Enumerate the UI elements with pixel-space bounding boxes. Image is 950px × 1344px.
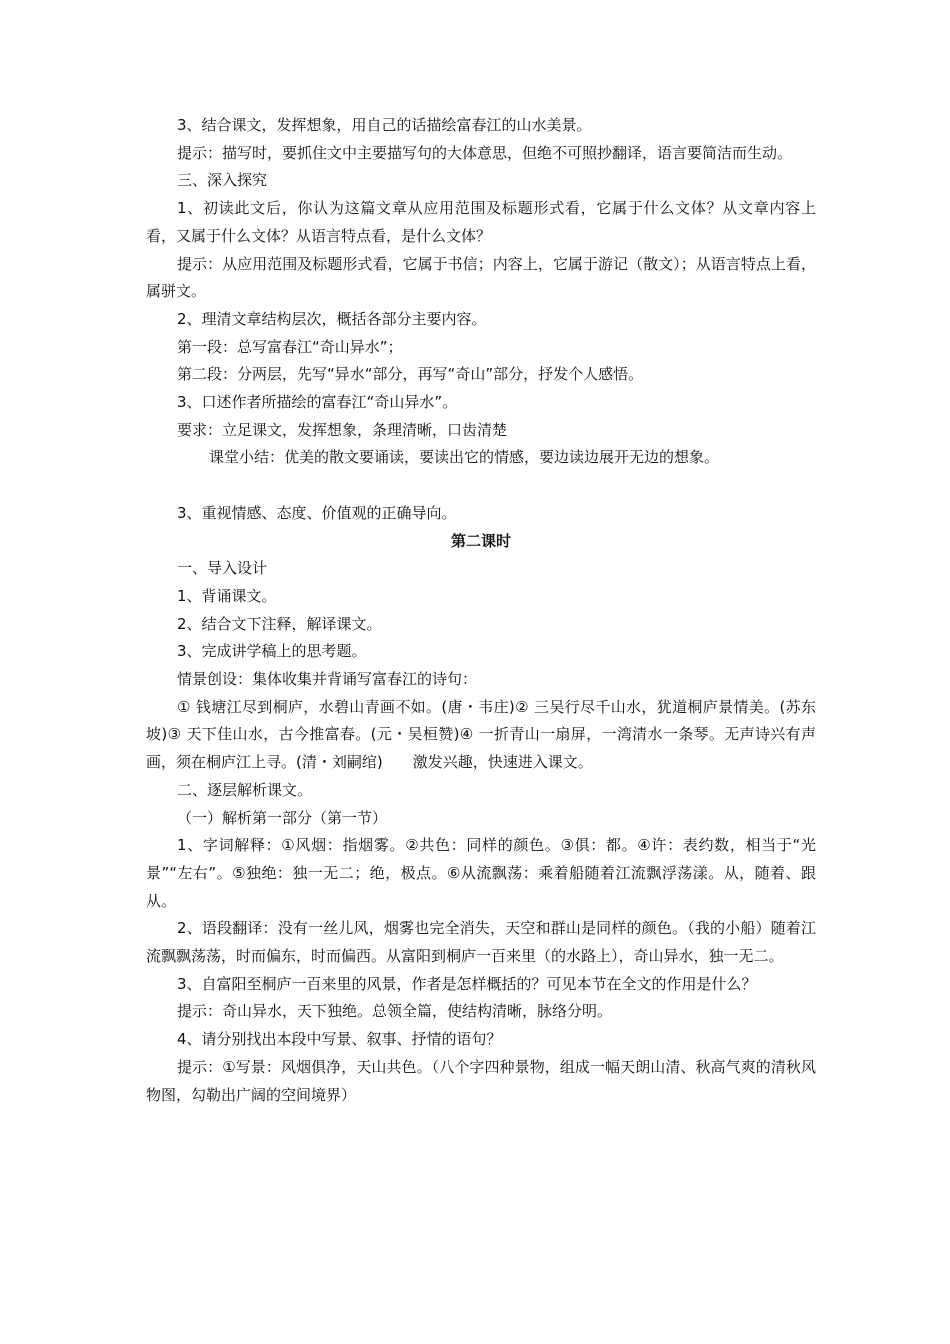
section-heading: 一、导入设计	[177, 559, 268, 578]
paragraph: 4、请分别找出本段中写景、叙事、抒情的语句？	[177, 1030, 502, 1049]
paragraph: 1、背诵课文。	[177, 586, 277, 605]
lesson-title: 第二课时	[450, 531, 511, 550]
subsection-heading: （一）解析第一部分（第一节）	[177, 808, 388, 827]
paragraph: 提示：从应用范围及标题形式看，它属于书信；内容上，它属于游记（散文）；从语言特点上看，属骈文。	[146, 254, 816, 301]
section-heading: 二、逐层解析课文。	[177, 780, 313, 799]
paragraph: 第一段：总写富春江“奇山异水”；	[177, 337, 403, 356]
paragraph: 1、字词解释：①风烟：指烟雾。②共色：同样的颜色。③俱：都。④许：表约数，相当于“光景”“左右”。⑤独绝：独一无二；绝，极点。⑥从流飘荡：乘着船随着江流飘浮荡漾。从，随着、跟从。	[146, 836, 816, 910]
paragraph: 2、结合文下注释，解译课文。	[177, 614, 382, 633]
paragraph: 第二段：分两层，先写“异水“部分，再写“奇山”部分，抒发个人感悟。	[177, 365, 644, 384]
paragraph: 提示：描写时，要抓住文中主要描写句的大体意思，但绝不可照抄翻译，语言要简洁而生动。	[177, 143, 793, 162]
document-body	[146, 112, 816, 1109]
section-heading: 三、深入探究	[177, 171, 268, 190]
paragraph: 1、初读此文后，你认为这篇文章从应用范围及标题形式看，它属于什么文体？从文章内容上看，又属于什么文体？从语言特点看，是什么文体？	[146, 199, 816, 245]
paragraph: 3、结合课文，发挥想象，用自己的话描绘富春江的山水美景。	[177, 116, 592, 134]
paragraph: 要求：立足课文，发挥想象，条理清晰，口齿清楚	[177, 420, 508, 439]
paragraph: 提示：奇山异水，天下独绝。总领全篇，使结构清晰，脉络分明。	[177, 1002, 613, 1021]
blank-line	[146, 472, 816, 500]
paragraph: 3、完成讲学稿上的思考题。	[177, 642, 367, 661]
paragraph: 2、理清文章结构层次，概括各部分主要内容。	[177, 309, 487, 328]
paragraph: 3、口述作者所描绘的富春江“奇山异水”。	[177, 393, 458, 412]
paragraph: 3、重视情感、态度、价值观的正确导向。	[177, 503, 457, 522]
paragraph: 2、语段翻译：没有一丝儿风，烟雾也完全消失，天空和群山是同样的颜色。（我的小船）随着江流飘飘荡荡，时而偏东，时而偏西。从富阳到桐庐一百来里（的水路上），奇山异水，独一无二。	[146, 919, 816, 966]
paragraph: 情景创设：集体收集并背诵写富春江的诗句：	[177, 670, 478, 689]
paragraph: 课堂小结：优美的散文要诵读，要读出它的情感，要边读边展开无边的想象。	[209, 448, 720, 467]
paragraph: 3、自富阳至桐庐一百来里的风景，作者是怎样概括的？可见本节在全文的作用是什么？	[177, 974, 757, 993]
poem-quotes: ① 钱塘江尽到桐庐，水碧山青画不如。(唐・韦庄)② 三吴行尽千山水，犹道桐庐景情美。(苏东坡)③ 天下佳山水，古今推富春。(元・吴桓赞)④ 一折青山一扇屏，一湾清水一条琴。无声诗兴有声画，须在桐庐江上寻。(清・刘嗣绾) 激发兴趣，快速进入课文。	[146, 697, 816, 772]
paragraph: 提示：①写景：风烟俱净，天山共色。（八个字四种景物，组成一幅天朗山清、秋高气爽的清秋风物图，勾勒出广阔的空间境界）	[146, 1057, 816, 1104]
